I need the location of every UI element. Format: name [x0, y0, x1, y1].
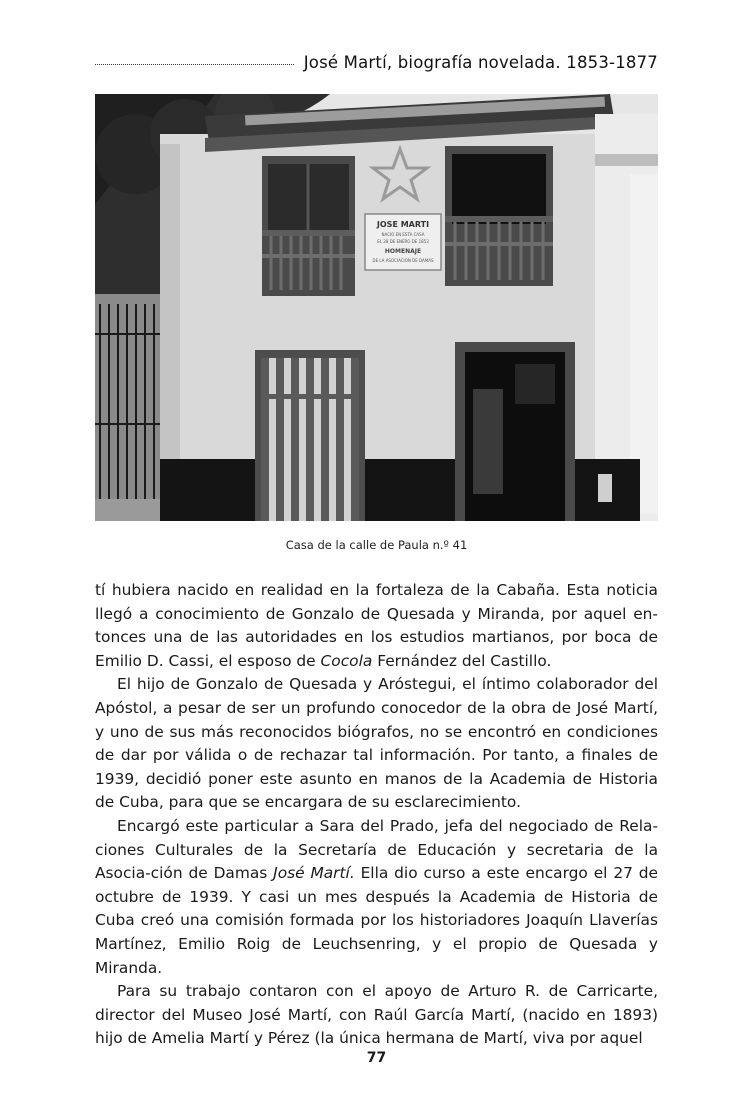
text-segment: Fernández del Castillo.	[372, 651, 552, 670]
paragraph	[95, 579, 658, 673]
text-segment: tí hubiera nacido en realidad en la fortaleza de la Cabaña. Esta noticia llegó a conocimiento de Gonzalo de Quesada y Miranda, por aquel en-tonces una de las autoridades en los estudios martianos, por boca de Emilio D. Cassi, el esposo de	[95, 581, 658, 670]
italic-segment: Cocola	[320, 651, 373, 670]
running-header	[95, 44, 658, 72]
page-number: 77	[366, 1050, 387, 1066]
text-segment: Encargó este particular a Sara del Prado, jefa del negociado de Rela-ciones Culturales de la Secretaría de Educación y secretaria de la Asocia-ción de Damas	[95, 816, 658, 883]
italic-segment: José Martí.	[273, 864, 355, 883]
plaque-line-3: EL 28 DE ENERO DE 1853	[377, 239, 429, 244]
text-segment: Ella dio curso a este encargo el 27 de octubre de 1939. Y casi un mes después la Academia de Historia de Cuba creó una comisión formada por los historiadores Joaquín Llaverías Martínez, Emilio Roig de Leuchsenring, y el propio de Quesada y Miranda.	[95, 864, 659, 977]
plaque-line-5: DE LA ASOCIACION DE DAMAS	[372, 258, 434, 263]
paragraph	[95, 815, 658, 980]
house-photograph	[95, 94, 658, 521]
header-dot-leader	[95, 63, 294, 65]
figure-caption: Casa de la calle de Paula n.º 41	[285, 538, 468, 552]
running-title: José Martí, biografía novelada. 1853-1877	[303, 53, 658, 72]
paragraph	[95, 980, 658, 1051]
plaque-line-1: JOSE MARTI	[376, 220, 430, 229]
paragraph	[95, 673, 658, 815]
body-text	[95, 579, 658, 1051]
plaque-line-2: NACIO EN ESTA CASA	[381, 232, 425, 237]
text-segment: El hijo de Gonzalo de Quesada y Aróstegui, el íntimo colaborador del Apóstol, a pesar de ser un profundo conocedor de la obra de José Martí, y uno de sus más reconocidos biógrafos, no se encontró en condiciones de dar por válida o de rechazar tal información. Por tanto, a finales de 1939, decidió poner este asunto en manos de la Academia de Historia de Cuba, para que se encargara de su esclarecimiento.	[95, 675, 658, 812]
text-segment: Para su trabajo contaron con el apoyo de Arturo R. de Carricarte, director del Museo José Martí, con Raúl García Martí, (nacido en 1893) hijo de Amelia Martí y Pérez (la única hermana de Martí, viva por aquel	[95, 982, 658, 1048]
plaque-line-4: HOMENAJE	[384, 248, 422, 255]
